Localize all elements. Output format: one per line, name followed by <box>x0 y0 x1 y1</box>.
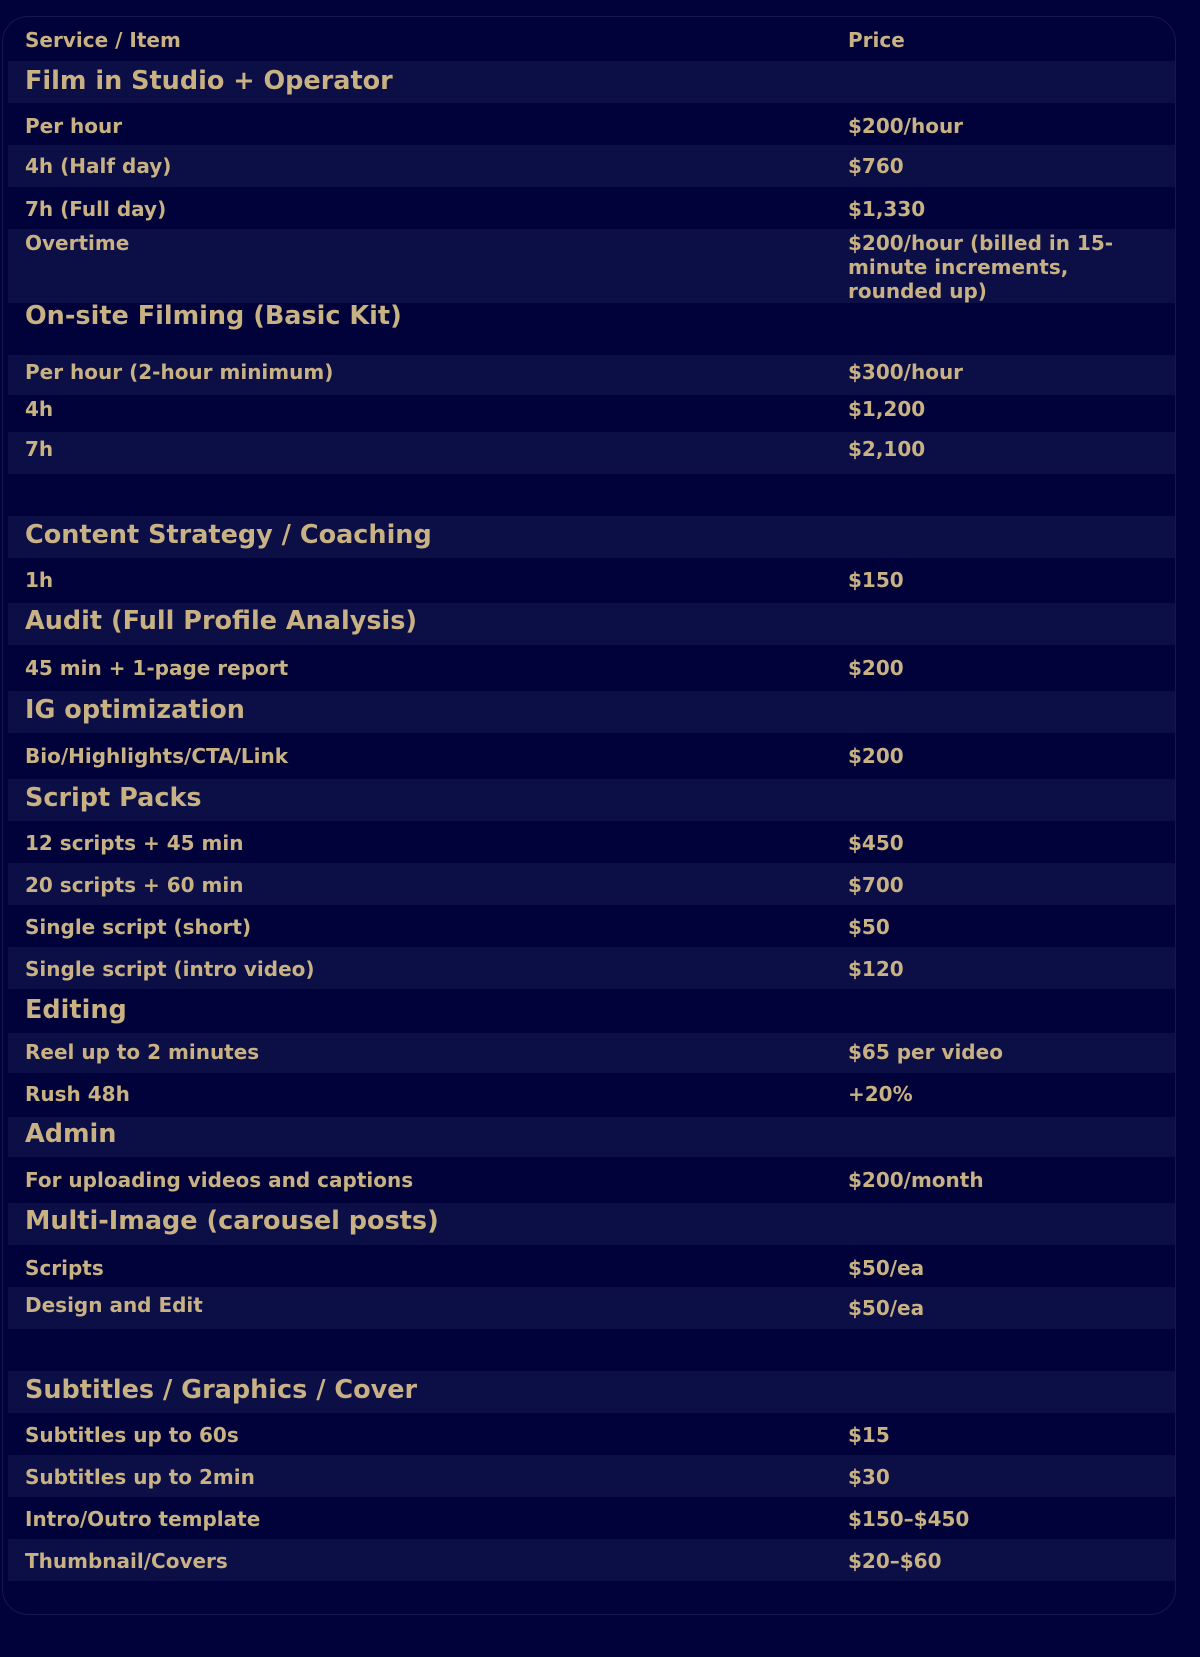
table-row <box>8 558 1175 603</box>
section-row <box>8 1117 1175 1157</box>
section-title: Editing <box>25 995 127 1025</box>
section-row <box>8 691 1175 733</box>
table-row <box>8 1287 1175 1329</box>
table-row <box>8 1413 1175 1455</box>
table-row <box>8 1157 1175 1203</box>
row-price: $2,100 <box>848 437 926 461</box>
row-item: Intro/Outro template <box>25 1507 261 1531</box>
row-item: Subtitles up to 2min <box>25 1465 255 1489</box>
table-row <box>8 432 1175 474</box>
row-price: $760 <box>848 154 904 178</box>
section-row <box>8 61 1175 103</box>
section-title: Audit (Full Profile Analysis) <box>25 606 418 636</box>
section-title: Multi-Image (carousel posts) <box>25 1206 439 1236</box>
table-row <box>8 355 1175 395</box>
table-row <box>8 1539 1175 1581</box>
row-item: Scripts <box>25 1256 104 1280</box>
row-item: Per hour <box>25 114 123 138</box>
section-row <box>8 1371 1175 1413</box>
table-row <box>8 1245 1175 1287</box>
section-row <box>8 516 1175 558</box>
row-item: For uploading videos and captions <box>25 1168 414 1192</box>
row-item: Bio/Highlights/CTA/Link <box>25 744 289 768</box>
section-row <box>8 779 1175 821</box>
table-row <box>8 103 1175 145</box>
row-price: $300/hour <box>848 360 964 384</box>
row-item: 7h (Full day) <box>25 197 167 221</box>
row-item: Rush 48h <box>25 1082 130 1106</box>
section-title: IG optimization <box>25 695 245 725</box>
row-item: 4h <box>25 397 54 421</box>
row-item: 45 min + 1-page report <box>25 656 289 680</box>
row-price: $200 <box>848 744 904 768</box>
row-price: $450 <box>848 831 904 855</box>
section-title: Admin <box>25 1119 117 1149</box>
table-row <box>8 187 1175 229</box>
section-row <box>8 989 1175 1033</box>
section-row <box>8 1203 1175 1245</box>
row-item: 7h <box>25 437 54 461</box>
row-price: $50 <box>848 915 890 939</box>
table-row <box>8 1497 1175 1539</box>
table-row <box>8 733 1175 779</box>
row-item: Thumbnail/Covers <box>25 1549 228 1573</box>
row-item: 4h (Half day) <box>25 154 172 178</box>
row-price: $30 <box>848 1465 890 1489</box>
table-row <box>8 905 1175 947</box>
row-price: $20–$60 <box>848 1549 942 1573</box>
section-row <box>8 303 1175 339</box>
row-price: +20% <box>848 1082 913 1106</box>
row-price: $200/hour (billed in 15-minute increments, rounded up) <box>848 231 1114 303</box>
row-item: Single script (short) <box>25 915 252 939</box>
price-table <box>2 16 1176 1615</box>
table-row <box>8 1033 1175 1073</box>
row-item: Single script (intro video) <box>25 957 315 981</box>
section-title: Subtitles / Graphics / Cover <box>25 1375 418 1405</box>
row-price: $15 <box>848 1423 890 1447</box>
row-item: 20 scripts + 60 min <box>25 873 244 897</box>
row-price: $200 <box>848 656 904 680</box>
table-row <box>8 145 1175 187</box>
row-price: $120 <box>848 957 904 981</box>
table-header <box>8 17 1175 61</box>
row-price: $65 per video <box>848 1040 1003 1064</box>
row-price: $1,330 <box>848 197 926 221</box>
row-item: Design and Edit <box>25 1293 203 1317</box>
section-title: Film in Studio + Operator <box>25 66 393 96</box>
row-price: $50/ea <box>848 1256 925 1280</box>
row-price: $150–$450 <box>848 1507 970 1531</box>
spacer-row <box>8 474 1175 516</box>
table-row <box>8 645 1175 691</box>
row-price: $50/ea <box>848 1296 925 1320</box>
row-item: 1h <box>25 568 54 592</box>
table-row <box>8 821 1175 863</box>
section-title: On-site Filming (Basic Kit) <box>25 301 402 331</box>
header-item: Service / Item <box>25 28 181 52</box>
table-row <box>8 947 1175 989</box>
row-item: Reel up to 2 minutes <box>25 1040 260 1064</box>
section-title: Content Strategy / Coaching <box>25 520 432 550</box>
row-item: Overtime <box>25 231 130 255</box>
table-row <box>8 395 1175 432</box>
section-title: Script Packs <box>25 783 202 813</box>
header-price: Price <box>848 28 905 52</box>
row-item: 12 scripts + 45 min <box>25 831 244 855</box>
table-row <box>8 1073 1175 1117</box>
row-price: $200/hour <box>848 114 964 138</box>
row-price: $700 <box>848 873 904 897</box>
table-row <box>8 229 1175 303</box>
row-item: Subtitles up to 60s <box>25 1423 239 1447</box>
section-row <box>8 603 1175 645</box>
row-price: $150 <box>848 568 904 592</box>
spacer-row <box>8 1329 1175 1371</box>
table-row <box>8 863 1175 905</box>
row-price: $1,200 <box>848 397 926 421</box>
row-item: Per hour (2-hour minimum) <box>25 360 334 384</box>
table-row <box>8 1455 1175 1497</box>
row-price: $200/month <box>848 1168 984 1192</box>
